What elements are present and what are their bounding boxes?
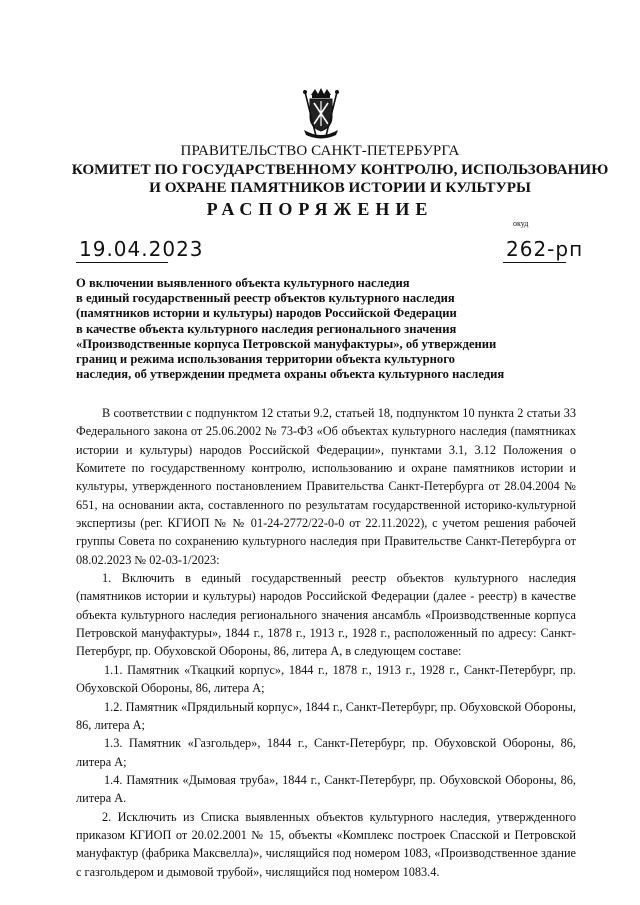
subitem-paragraph: 1.1. Памятник «Ткацкий корпус», 1844 г., 1878 г., 1913 г., 1928 г., Санкт-Петербург, пр. Обуховской Обороны, 86, литера А; xyxy=(76,662,576,696)
committee-name-line: И ОХРАНЕ ПАМЯТНИКОВ ИСТОРИИ И КУЛЬТУРЫ xyxy=(149,179,531,196)
title-line: О включении выявленного объекта культурного наследия xyxy=(76,276,410,290)
title-line: в единый государственный реестр объектов культурного наследия xyxy=(76,291,455,306)
saint-petersburg-coat-of-arms-icon xyxy=(296,86,346,141)
title-line: границ и режима использования территории объекта культурного xyxy=(76,352,455,367)
government-name: ПРАВИТЕЛЬСТВО САНКТ-ПЕТЕРБУРГА xyxy=(180,143,460,159)
preamble-paragraph: В соответствии с подпунктом 12 статьи 9.2, статьей 18, подпунктом 10 пункта 2 статьи 33 Федерального закона от 25.06.2002 № 73-ФЗ «Об объектах культурного наследия (памятниках истории и культуры) народов Российской Федерации», пунктами 3.1, 3.12 Положения о Комитете по государственному контролю, использованию и охране памятников истории и культуры, утвержденного постановлением Правительства Санкт-Петербурга от 28.04.2004 № 651, на основании акта, составленного по результатам государственной историко-культурной экспертизы (рег. КГИОП № № 01-24-2772/22-0-0 от 22.11.2022), с учетом решения рабочей группы Совета по сохранению культурного наследия при Правительстве Санкт-Петербурга от 08.02.2023 № 02-03-1/2023: xyxy=(76,406,576,567)
item-paragraph: 2. Исключить из Списка выявленных объектов культурного наследия, утвержденного приказом КГИОП от 20.02.2001 № 15, объекты «Комплекс построек Спасской и Петровской мануфактур (фабрика Максвелла)», числящийся под номером 1083, «Производственное здание с газгольдером и дымовой трубой», числящийся под номером 1083.4. xyxy=(76,809,576,879)
title-line: «Производственные корпуса Петровской мануфактуры», об утверждении xyxy=(76,336,497,351)
committee-name-line: КОМИТЕТ ПО ГОСУДАРСТВЕННОМУ КОНТРОЛЮ, ИСПОЛЬЗОВАНИЮ xyxy=(71,161,609,178)
title-line: (памятников истории и культуры) народов Российской Федерации xyxy=(76,306,457,321)
document-body xyxy=(76,404,576,881)
okud-label: окуд xyxy=(513,219,529,228)
subitem-paragraph: 1.2. Памятник «Прядильный корпус», 1844 г., Санкт-Петербург, пр. Обуховской Обороны, 86, литера А; xyxy=(76,699,576,732)
title-line: в качестве объекта культурного наследия регионального значения xyxy=(76,321,457,336)
committee-name xyxy=(60,161,620,197)
document-type: РАСПОРЯЖЕНИЕ xyxy=(206,199,434,219)
subitem-paragraph: 1.4. Памятник «Дымовая труба», 1844 г., Санкт-Петербург, пр. Обуховской Обороны, 86, литера А. xyxy=(76,772,576,806)
document-title xyxy=(76,276,556,382)
title-line: наследия, об утверждении предмета охраны объекта культурного наследия xyxy=(76,367,505,382)
item-paragraph: 1. Включить в единый государственный реестр объектов культурного наследия (памятников истории и культуры) народов Российской Федерации (далее - реестр) в качестве объекта культурного наследия регионального значения ансамбль «Производственные корпуса Петровской мануфактуры», 1844 г., 1878 г., 1913 г., 1928 г., расположенный по адресу: Санкт-Петербург, пр. Обуховской Обороны, 86, литера А, в следующем составе: xyxy=(76,571,576,659)
number-underline xyxy=(503,262,566,263)
document-number: 262-рп xyxy=(506,237,584,261)
document-date: 19.04.2023 xyxy=(79,237,204,261)
date-underline xyxy=(76,262,168,263)
subitem-paragraph: 1.3. Памятник «Газгольдер», 1844 г., Санкт-Петербург, пр. Обуховской Обороны, 86, литера А; xyxy=(76,736,576,769)
